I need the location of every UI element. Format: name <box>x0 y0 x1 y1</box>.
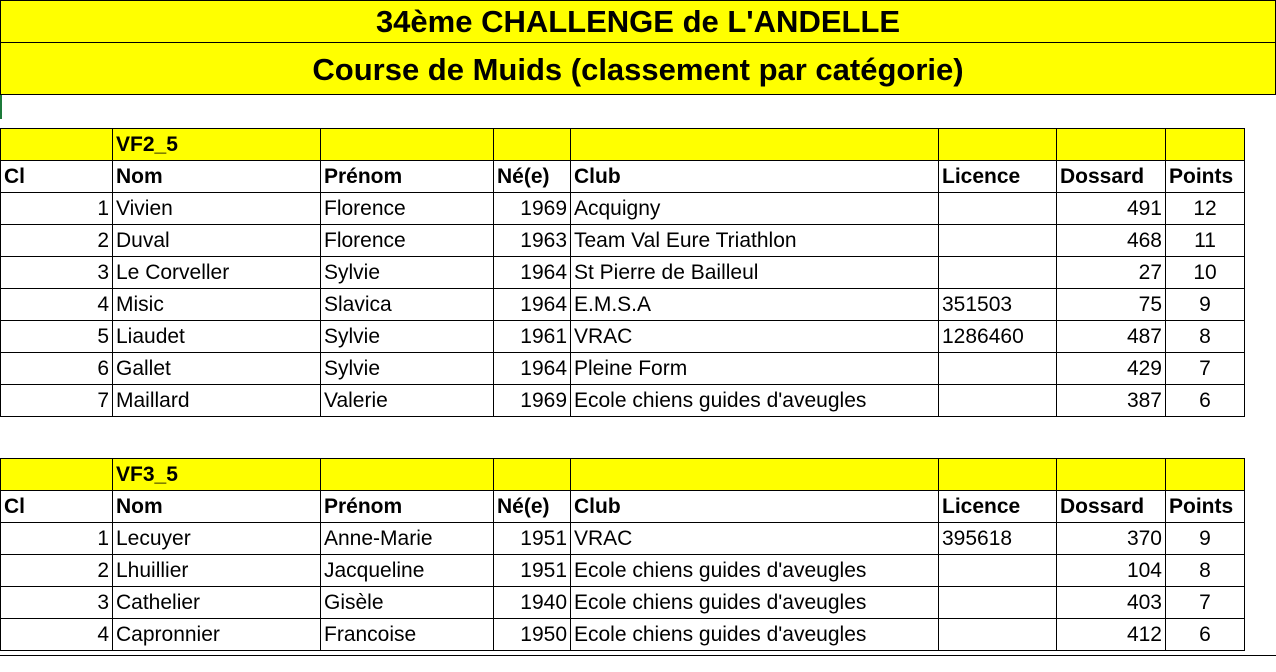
cell-nom[interactable]: Cathelier <box>113 587 321 619</box>
table-row <box>1 385 1245 417</box>
cell-prenom[interactable]: Jacqueline <box>321 555 494 587</box>
cell-prenom[interactable]: Anne-Marie <box>321 523 494 555</box>
category-name[interactable]: VF2_5 <box>113 129 321 161</box>
cell-dossard[interactable]: 468 <box>1057 225 1166 257</box>
page-subtitle: Course de Muids (classement par catégorie) <box>0 43 1276 95</box>
table-row <box>1 619 1245 651</box>
cell-rank[interactable]: 5 <box>1 321 113 353</box>
cell-club[interactable]: Ecole chiens guides d'aveugles <box>571 555 939 587</box>
column-header-licence[interactable]: Licence <box>939 491 1057 523</box>
cell-prenom[interactable]: Sylvie <box>321 321 494 353</box>
cell-prenom[interactable]: Sylvie <box>321 353 494 385</box>
table-row <box>1 193 1245 225</box>
cell-licence[interactable] <box>939 555 1057 587</box>
cell-nom[interactable]: Lhuillier <box>113 555 321 587</box>
category-header-cell[interactable] <box>494 129 571 161</box>
cell-ne[interactable]: 1969 <box>494 385 571 417</box>
column-header-rank[interactable]: Cl <box>1 491 113 523</box>
cell-ne[interactable]: 1951 <box>494 555 571 587</box>
category-header-cell[interactable] <box>1 459 113 491</box>
cell-nom[interactable]: Gallet <box>113 353 321 385</box>
cell-club[interactable]: E.M.S.A <box>571 289 939 321</box>
cell-dossard[interactable]: 370 <box>1057 523 1166 555</box>
category-header-cell[interactable] <box>1166 129 1245 161</box>
cell-ne[interactable]: 1964 <box>494 289 571 321</box>
cell-rank[interactable]: 3 <box>1 587 113 619</box>
cell-ne[interactable]: 1964 <box>494 257 571 289</box>
cell-club[interactable]: Team Val Eure Triathlon <box>571 225 939 257</box>
cell-ne[interactable]: 1951 <box>494 523 571 555</box>
table-row <box>1 353 1245 385</box>
cell-points[interactable]: 9 <box>1166 523 1245 555</box>
cell-prenom[interactable]: Slavica <box>321 289 494 321</box>
cell-licence[interactable]: 1286460 <box>939 321 1057 353</box>
cell-prenom[interactable]: Sylvie <box>321 257 494 289</box>
column-header-dossard[interactable]: Dossard <box>1057 161 1166 193</box>
category-table-vf3-5 <box>0 458 1245 651</box>
sheet-divider <box>0 655 1276 656</box>
cell-nom[interactable]: Vivien <box>113 193 321 225</box>
cell-ne[interactable]: 1969 <box>494 193 571 225</box>
category-header-cell[interactable] <box>939 459 1057 491</box>
cell-points[interactable]: 7 <box>1166 353 1245 385</box>
category-header-row <box>1 129 1245 161</box>
category-header-cell[interactable] <box>939 129 1057 161</box>
column-header-ne[interactable]: Né(e) <box>494 491 571 523</box>
cell-rank[interactable]: 3 <box>1 257 113 289</box>
cell-prenom[interactable]: Florence <box>321 225 494 257</box>
column-header-club[interactable]: Club <box>571 491 939 523</box>
category-header-cell[interactable] <box>1057 129 1166 161</box>
cell-ne[interactable]: 1964 <box>494 353 571 385</box>
category-name[interactable]: VF3_5 <box>113 459 321 491</box>
category-header-cell[interactable] <box>571 129 939 161</box>
table-row <box>1 587 1245 619</box>
cell-cursor <box>0 95 2 119</box>
cell-points[interactable]: 12 <box>1166 193 1245 225</box>
cell-rank[interactable]: 6 <box>1 353 113 385</box>
cell-prenom[interactable]: Florence <box>321 193 494 225</box>
column-header-rank[interactable]: Cl <box>1 161 113 193</box>
category-header-cell[interactable] <box>1 129 113 161</box>
cell-ne[interactable]: 1963 <box>494 225 571 257</box>
cell-rank[interactable]: 4 <box>1 619 113 651</box>
table-row <box>1 289 1245 321</box>
cell-ne[interactable]: 1950 <box>494 619 571 651</box>
cell-rank[interactable]: 1 <box>1 523 113 555</box>
page-title: 34ème CHALLENGE de L'ANDELLE <box>0 0 1276 43</box>
cell-licence[interactable]: 395618 <box>939 523 1057 555</box>
table-row <box>1 257 1245 289</box>
column-header-points[interactable]: Points <box>1166 491 1245 523</box>
cell-club[interactable]: VRAC <box>571 523 939 555</box>
cell-prenom[interactable]: Gisèle <box>321 587 494 619</box>
cell-prenom[interactable]: Francoise <box>321 619 494 651</box>
cell-club[interactable]: Acquigny <box>571 193 939 225</box>
column-header-prenom[interactable]: Prénom <box>321 161 494 193</box>
cell-rank[interactable]: 2 <box>1 555 113 587</box>
category-header-cell[interactable] <box>494 459 571 491</box>
cell-licence[interactable] <box>939 353 1057 385</box>
cell-dossard[interactable]: 487 <box>1057 321 1166 353</box>
cell-licence[interactable] <box>939 225 1057 257</box>
cell-dossard[interactable]: 491 <box>1057 193 1166 225</box>
column-header-nom[interactable]: Nom <box>113 491 321 523</box>
category-header-cell[interactable] <box>1166 459 1245 491</box>
cell-points[interactable]: 10 <box>1166 257 1245 289</box>
cell-nom[interactable]: Lecuyer <box>113 523 321 555</box>
cell-nom[interactable]: Maillard <box>113 385 321 417</box>
cell-dossard[interactable]: 75 <box>1057 289 1166 321</box>
column-header-row <box>1 491 1245 523</box>
cell-club[interactable]: VRAC <box>571 321 939 353</box>
cell-points[interactable]: 9 <box>1166 289 1245 321</box>
cell-club[interactable]: St Pierre de Bailleul <box>571 257 939 289</box>
cell-dossard[interactable]: 412 <box>1057 619 1166 651</box>
cell-nom[interactable]: Le Corveller <box>113 257 321 289</box>
category-header-cell[interactable] <box>321 459 494 491</box>
column-header-nom[interactable]: Nom <box>113 161 321 193</box>
column-header-points[interactable]: Points <box>1166 161 1245 193</box>
cell-dossard[interactable]: 387 <box>1057 385 1166 417</box>
cell-rank[interactable]: 2 <box>1 225 113 257</box>
cell-dossard[interactable]: 429 <box>1057 353 1166 385</box>
table-row <box>1 523 1245 555</box>
column-header-licence[interactable]: Licence <box>939 161 1057 193</box>
category-header-cell[interactable] <box>571 459 939 491</box>
cell-nom[interactable]: Liaudet <box>113 321 321 353</box>
cell-licence[interactable]: 351503 <box>939 289 1057 321</box>
table-row <box>1 225 1245 257</box>
category-header-cell[interactable] <box>1057 459 1166 491</box>
cell-nom[interactable]: Duval <box>113 225 321 257</box>
cell-points[interactable]: 7 <box>1166 587 1245 619</box>
cell-rank[interactable]: 7 <box>1 385 113 417</box>
column-header-dossard[interactable]: Dossard <box>1057 491 1166 523</box>
cell-points[interactable]: 8 <box>1166 555 1245 587</box>
cell-club[interactable]: Ecole chiens guides d'aveugles <box>571 619 939 651</box>
category-table-vf2-5 <box>0 128 1245 417</box>
cell-dossard[interactable]: 104 <box>1057 555 1166 587</box>
column-header-club[interactable]: Club <box>571 161 939 193</box>
cell-nom[interactable]: Capronnier <box>113 619 321 651</box>
cell-points[interactable]: 8 <box>1166 321 1245 353</box>
cell-points[interactable]: 11 <box>1166 225 1245 257</box>
cell-rank[interactable]: 1 <box>1 193 113 225</box>
cell-points[interactable]: 6 <box>1166 385 1245 417</box>
cell-club[interactable]: Ecole chiens guides d'aveugles <box>571 385 939 417</box>
cell-licence[interactable] <box>939 619 1057 651</box>
table-row <box>1 555 1245 587</box>
cell-ne[interactable]: 1940 <box>494 587 571 619</box>
cell-rank[interactable]: 4 <box>1 289 113 321</box>
cell-points[interactable]: 6 <box>1166 619 1245 651</box>
cell-licence[interactable] <box>939 193 1057 225</box>
cell-club[interactable]: Pleine Form <box>571 353 939 385</box>
cell-licence[interactable] <box>939 257 1057 289</box>
column-header-prenom[interactable]: Prénom <box>321 491 494 523</box>
category-header-cell[interactable] <box>321 129 494 161</box>
column-header-row <box>1 161 1245 193</box>
cell-nom[interactable]: Misic <box>113 289 321 321</box>
category-header-row <box>1 459 1245 491</box>
cell-dossard[interactable]: 27 <box>1057 257 1166 289</box>
cell-licence[interactable] <box>939 587 1057 619</box>
table-row <box>1 321 1245 353</box>
cell-club[interactable]: Ecole chiens guides d'aveugles <box>571 587 939 619</box>
cell-licence[interactable] <box>939 385 1057 417</box>
cell-ne[interactable]: 1961 <box>494 321 571 353</box>
cell-prenom[interactable]: Valerie <box>321 385 494 417</box>
cell-dossard[interactable]: 403 <box>1057 587 1166 619</box>
column-header-ne[interactable]: Né(e) <box>494 161 571 193</box>
